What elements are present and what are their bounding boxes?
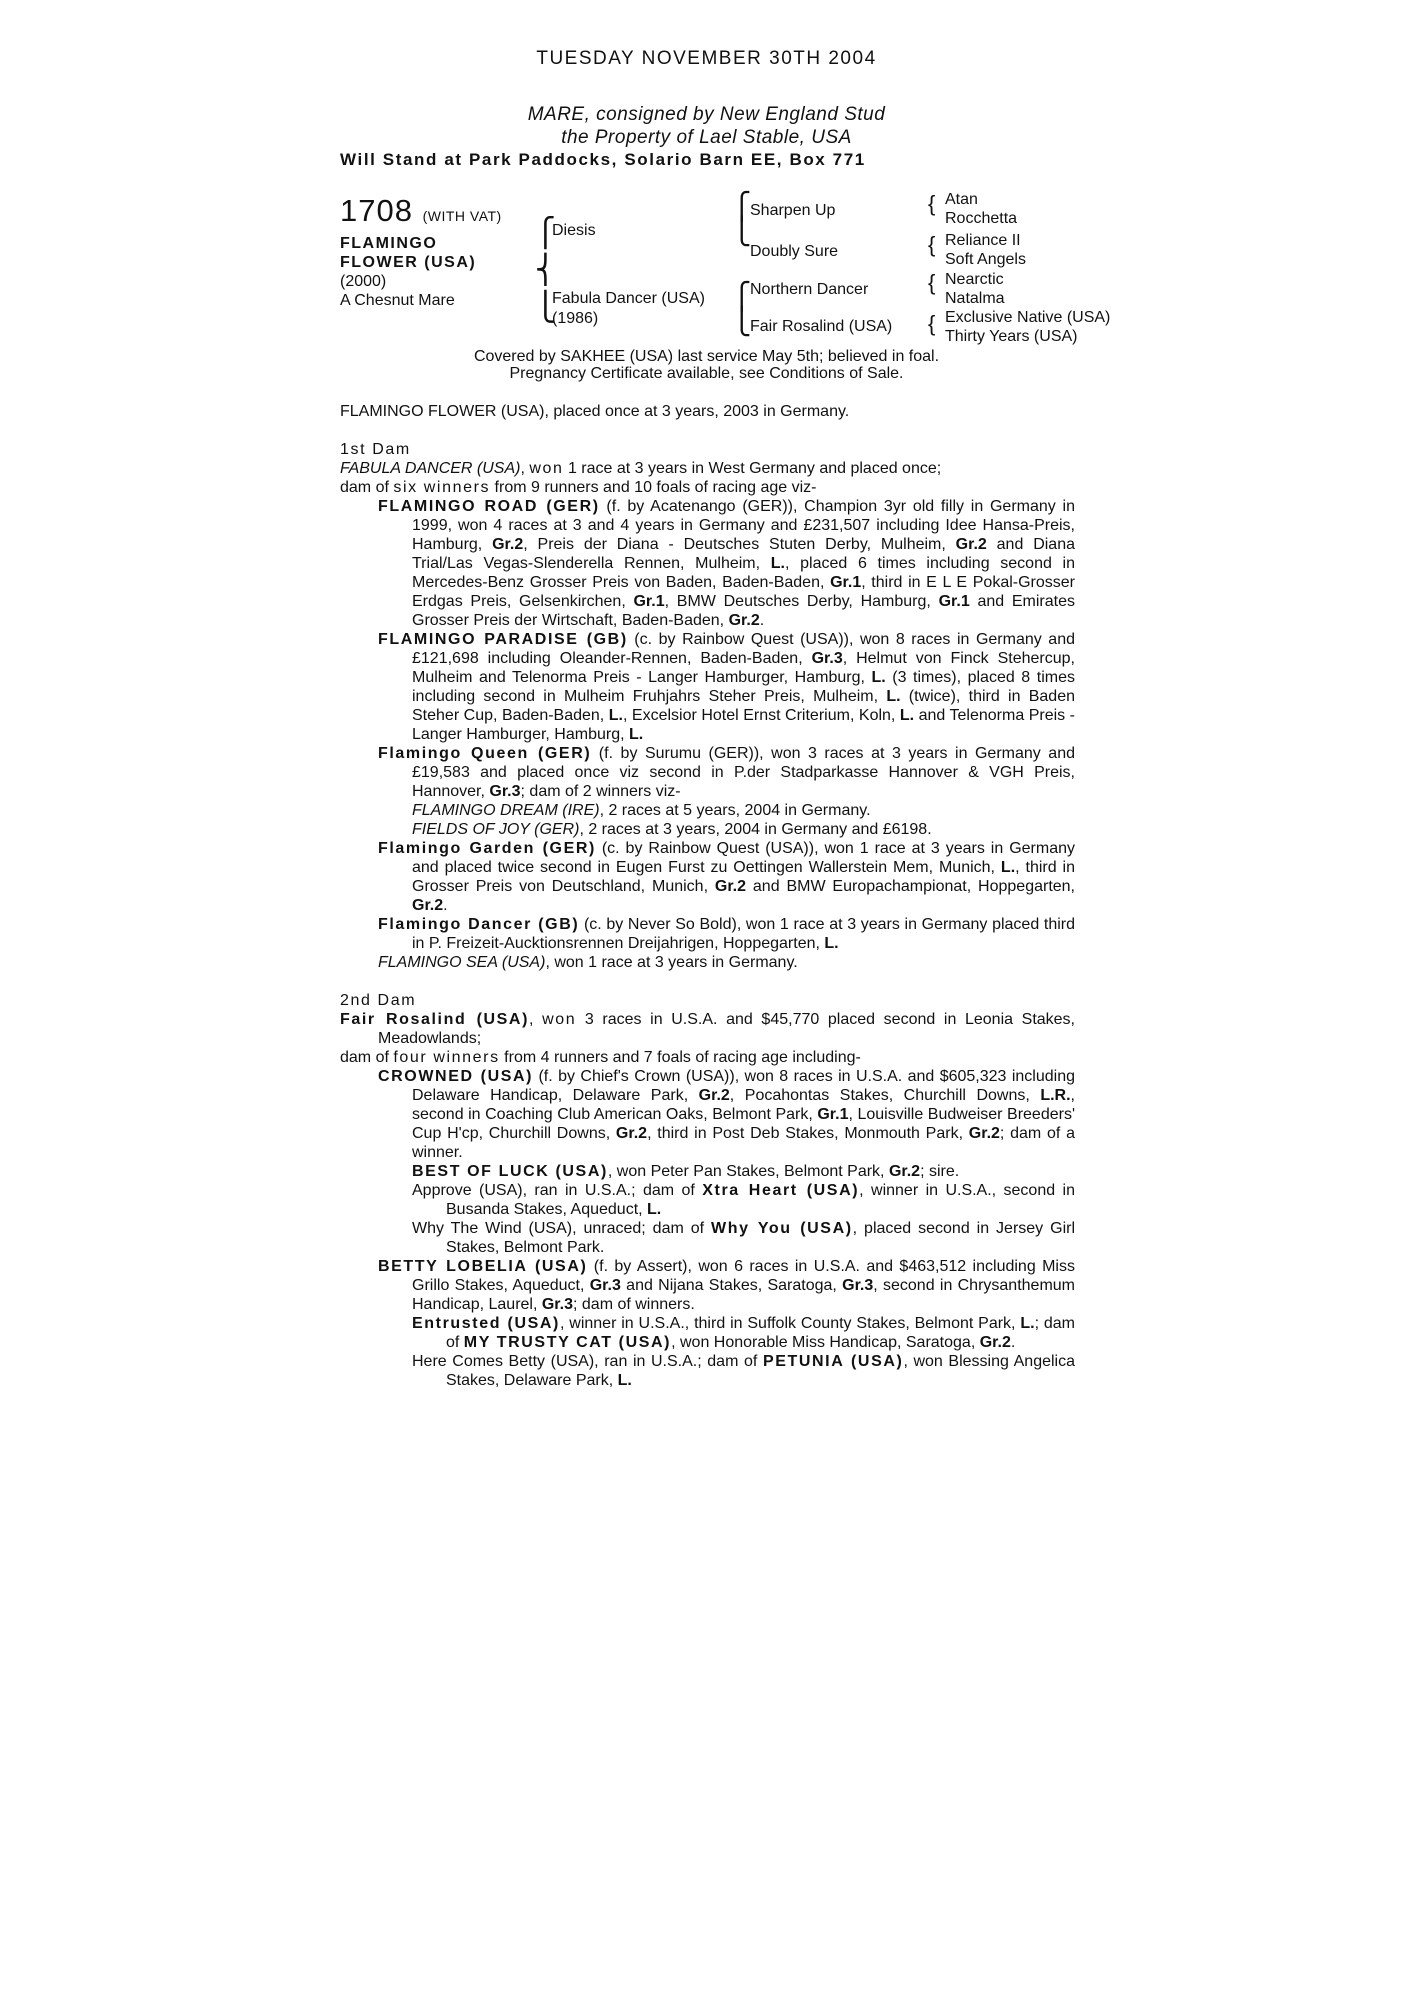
vat-note: (WITH VAT) (422, 208, 502, 224)
brace-top-sire: ⎧ (535, 217, 556, 248)
brace-g3-2: { (928, 232, 936, 257)
horse-year: (2000) (340, 273, 387, 290)
horse-name-line1: FLAMINGO (340, 235, 438, 252)
pedigree-notes (340, 402, 1075, 1390)
brace-g3-4: { (928, 311, 936, 336)
property-line: the Property of Lael Stable, USA (561, 127, 852, 148)
first-dam-name: FABULA DANCER (USA) (340, 460, 521, 477)
covered-line1: Covered by SAKHEE (USA) last service May 5th; believed in foal. (473, 348, 940, 365)
horse-details (340, 234, 476, 310)
produce-here-comes-betty: Here Comes Betty (USA), ran in U.S.A.; dam of PETUNIA (USA), won Blessing Angelica Stakes, Delaware Park, L. (412, 1353, 1076, 1389)
consigned-line: MARE, consigned by New England Stud (527, 104, 886, 125)
sale-date: TUESDAY NOVEMBER 30TH 2004 (536, 48, 877, 69)
ped-dam-sire: Northern Dancer (750, 281, 869, 298)
brace-dam-bot: ⎩ (732, 306, 752, 336)
ped-dam: Fabula Dancer (USA) (552, 290, 705, 307)
produce-flamingo-paradise: FLAMINGO PARADISE (GB) (c. by Rainbow Quest (USA)), won 8 races in Germany and £121,698 including Oleander-Rennen, Baden-Baden, Gr.3, Helmut von Finck Stehercup, Mulheim and Telenorma Preis - Langer Hamburger, Hamburg, L. (3 times), placed 8 times including second in Mulheim Fruhjahrs Steher Preis, Mulheim, L. (twice), third in Baden Steher Cup, Baden-Baden, L., Excelsior Hotel Ernst Criterium, Koln, L. and Telenorma Preis - Langer Hamburger, Hamburg, L. (378, 631, 1076, 743)
ped-ssd: Rocchetta (945, 210, 1018, 227)
covered-line2: Pregnancy Certificate available, see Conditions of Sale. (509, 365, 904, 382)
ped-dss: Nearctic (945, 271, 1004, 288)
consignment-block (0, 103, 1413, 149)
brace-dam-top: ⎧ (732, 281, 752, 311)
lot-number: 1708 (340, 193, 413, 228)
produce-flamingo-dancer: Flamingo Dancer (GB) (c. by Never So Bold), won 1 race at 3 years in Germany placed third in P. Freizeit-Aucktionsrennen Dreijahrigen, Hoppegarten, L. (378, 916, 1075, 952)
brace-mid-sire: ⎨ (535, 254, 556, 285)
produce-why-the-wind: Why The Wind (USA), unraced; dam of Why You (USA), placed second in Jersey Girl Stakes, Belmont Park. (412, 1220, 1076, 1256)
covered-note (0, 348, 1413, 382)
produce-flamingo-road: FLAMINGO ROAD (GER) (f. by Acatenango (GER)), Champion 3yr old filly in Germany in 1999, won 4 races at 3 and 4 years in Germany and £231,507 including Idee Hansa-Preis, Hamburg, Gr.2, Preis der Diana - Deutsches Stuten Derby, Mulheim, Gr.2 and Diana Trial/Las Vegas-Slenderella Rennen, Mulheim, L., placed 6 times including second in Mercedes-Benz Grosser Preis von Baden, Baden-Baden, Gr.1, third in E L E Pokal-Grosser Erdgas Preis, Gelsenkirchen, Gr.1, BMW Deutsches Derby, Hamburg, Gr.1 and Emirates Grosser Preis der Wirtschaft, Baden-Baden, Gr.2. (378, 498, 1076, 629)
second-dam-heading: 2nd Dam (340, 992, 417, 1009)
ped-ddd: Thirty Years (USA) (945, 328, 1078, 345)
second-dam-produce: dam of four winners from 4 runners and 7 foals of racing age including- (340, 1049, 861, 1066)
ped-sss: Atan (945, 191, 978, 208)
ped-dam-year: (1986) (552, 310, 599, 327)
horse-name-line2: FLOWER (USA) (340, 254, 477, 271)
second-dam-summary: Fair Rosalind (USA), won 3 races in U.S.A. and $45,770 placed second in Leonia Stakes, Meadowlands; (340, 1011, 1076, 1047)
horse-description: A Chesnut Mare (340, 292, 455, 309)
brace-g3-3: { (928, 270, 936, 295)
produce-approve: Approve (USA), ran in U.S.A.; dam of Xtra Heart (USA), winner in U.S.A., second in Busanda Stakes, Aqueduct, L. (412, 1182, 1076, 1218)
first-dam-summary: FABULA DANCER (USA), won 1 race at 3 years in West Germany and placed once; (340, 460, 942, 477)
lot-number-line (340, 193, 502, 229)
brace-sire-bot: ⎩ (732, 216, 752, 246)
ped-dds: Exclusive Native (USA) (945, 309, 1111, 326)
ped-sire-dam: Doubly Sure (750, 243, 839, 260)
produce-entrusted: Entrusted (USA), winner in U.S.A., third in Suffolk County Stakes, Belmont Park, L.; dam of MY TRUSTY CAT (USA), won Honorable Miss Handicap, Saratoga, Gr.2. (412, 1315, 1076, 1351)
brace-g3-1: { (928, 191, 936, 216)
ped-dam-dam: Fair Rosalind (USA) (750, 318, 893, 335)
ped-sds: Reliance II (945, 232, 1021, 249)
ped-sire: Diesis (552, 222, 596, 239)
produce-betty-lobelia: BETTY LOBELIA (USA) (f. by Assert), won 6 races in U.S.A. and $463,512 including Miss Grillo Stakes, Aqueduct, Gr.3 and Nijana Stakes, Saratoga, Gr.3, second in Chrysanthemum Handicap, Laurel, Gr.3; dam of winners. (378, 1258, 1075, 1313)
ped-sdd: Soft Angels (945, 251, 1026, 268)
produce-best-of-luck: BEST OF LUCK (USA), won Peter Pan Stakes, Belmont Park, Gr.2; sire. (412, 1163, 960, 1180)
first-dam-produce: dam of six winners from 9 runners and 10 foals of racing age viz- (340, 479, 817, 496)
produce-flamingo-sea: FLAMINGO SEA (USA), won 1 race at 3 years in Germany. (378, 954, 798, 971)
brace-sire-top: ⎧ (732, 191, 752, 221)
produce-crowned: CROWNED (USA) (f. by Chief's Crown (USA)), won 8 races in U.S.A. and $605,323 including Delaware Handicap, Delaware Park, Gr.2, Pocahontas Stakes, Churchill Downs, L.R., second in Coaching Club American Oaks, Belmont Park, Gr.1, Louisville Budweiser Breeders' Cup H'cp, Churchill Downs, Gr.2, third in Post Deb Stakes, Monmouth Park, Gr.2; dam of a winner. (378, 1068, 1075, 1161)
produce-flamingo-garden: Flamingo Garden (GER) (c. by Rainbow Quest (USA)), won 1 race at 3 years in Germany and placed twice second in Eugen Furst zu Oettingen Wallerstein Mem, Munich, L., third in Grosser Preis von Deutschland, Munich, Gr.2 and BMW Europachampionat, Hoppegarten, Gr.2. (378, 840, 1076, 914)
first-dam-heading: 1st Dam (340, 441, 411, 458)
horse-intro: FLAMINGO FLOWER (USA), placed once at 3 years, 2003 in Germany. (340, 403, 850, 420)
stand-location: Will Stand at Park Paddocks, Solario Barn EE, Box 771 (340, 150, 866, 169)
produce-fields-of-joy: FIELDS OF JOY (GER), 2 races at 3 years, 2004 in Germany and £6198. (412, 821, 932, 838)
ped-dsd: Natalma (945, 290, 1005, 307)
produce-flamingo-dream: FLAMINGO DREAM (IRE), 2 races at 5 years, 2004 in Germany. (412, 802, 871, 819)
produce-flamingo-queen: Flamingo Queen (GER) (f. by Surumu (GER)), won 3 races at 3 years in Germany and £19,583 and placed once viz second in P.der Stadparkasse Hannover & VGH Preis, Hannover, Gr.3; dam of 2 winners viz- (378, 745, 1076, 800)
second-dam-name: Fair Rosalind (USA) (340, 1011, 530, 1028)
ped-sire-sire: Sharpen Up (750, 202, 836, 219)
brace-bot-sire: ⎩ (535, 291, 556, 322)
